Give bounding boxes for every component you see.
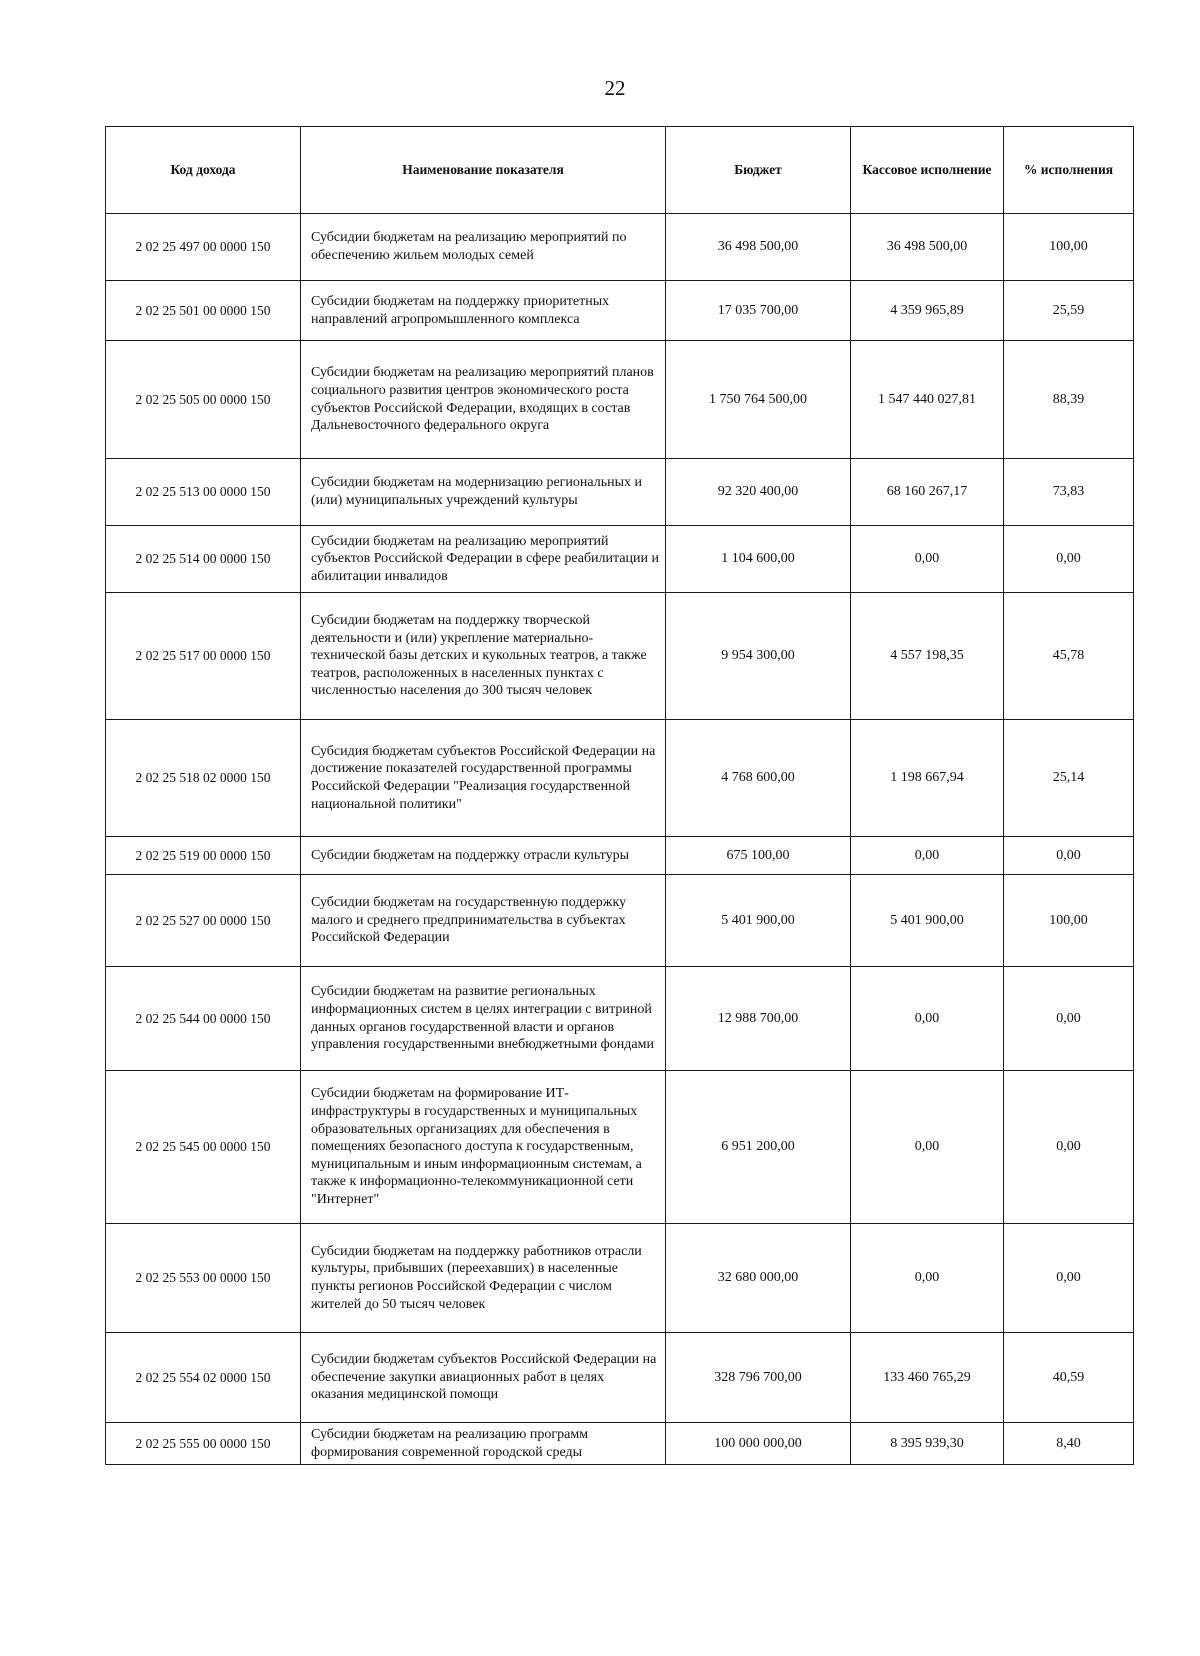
cell-percent: 100,00	[1004, 875, 1134, 967]
cell-code: 2 02 25 514 00 0000 150	[106, 526, 301, 593]
cell-percent: 88,39	[1004, 341, 1134, 459]
cell-code: 2 02 25 497 00 0000 150	[106, 214, 301, 281]
cell-execution: 68 160 267,17	[851, 459, 1004, 526]
table-row	[106, 1224, 1134, 1333]
page-number: 22	[604, 76, 626, 100]
cell-percent: 0,00	[1004, 1071, 1134, 1224]
revenue-table	[105, 126, 1134, 1465]
cell-percent: 45,78	[1004, 593, 1134, 720]
cell-budget: 328 796 700,00	[666, 1333, 851, 1423]
table-row	[106, 1423, 1134, 1465]
table-row	[106, 526, 1134, 593]
table-row	[106, 1333, 1134, 1423]
header-budget: Бюджет	[666, 127, 851, 214]
table-row	[106, 593, 1134, 720]
cell-execution: 36 498 500,00	[851, 214, 1004, 281]
cell-execution: 1 198 667,94	[851, 720, 1004, 837]
header-row	[106, 127, 1134, 214]
cell-name: Субсидии бюджетам на формирование ИТ-инфраструктуры в государственных и муниципальных образовательных организациях для обеспечения в помещениях безопасного доступа к государственным, муниципальным и иным информационным системам, а также к информационно-телекоммуникационной сети "Интернет"	[301, 1071, 666, 1224]
table-body	[106, 214, 1134, 1465]
cell-execution: 0,00	[851, 1071, 1004, 1224]
table-row	[106, 837, 1134, 875]
cell-budget: 1 750 764 500,00	[666, 341, 851, 459]
cell-name: Субсидии бюджетам на поддержку приоритетных направлений агропромышленного комплекса	[301, 281, 666, 341]
cell-name: Субсидии бюджетам на поддержку работников отрасли культуры, прибывших (переехавших) в населенные пункты регионов Российской Федерации с числом жителей до 50 тысяч человек	[301, 1224, 666, 1333]
cell-percent: 40,59	[1004, 1333, 1134, 1423]
cell-execution: 0,00	[851, 526, 1004, 593]
cell-code: 2 02 25 527 00 0000 150	[106, 875, 301, 967]
cell-percent: 100,00	[1004, 214, 1134, 281]
cell-code: 2 02 25 518 02 0000 150	[106, 720, 301, 837]
cell-percent: 0,00	[1004, 837, 1134, 875]
cell-name: Субсидии бюджетам на реализацию мероприятий по обеспечению жильем молодых семей	[301, 214, 666, 281]
table-row	[106, 459, 1134, 526]
table-row	[106, 341, 1134, 459]
cell-name: Субсидии бюджетам на развитие региональных информационных систем в целях интеграции с витриной данных органов государственной власти и органов управления государственными внебюджетными фондами	[301, 967, 666, 1071]
cell-execution: 0,00	[851, 837, 1004, 875]
cell-name: Субсидии бюджетам на реализацию мероприятий планов социального развития центров экономического роста субъектов Российской Федерации, входящих в состав Дальневосточного федерального округа	[301, 341, 666, 459]
cell-budget: 5 401 900,00	[666, 875, 851, 967]
cell-name: Субсидии бюджетам на поддержку отрасли культуры	[301, 837, 666, 875]
cell-code: 2 02 25 505 00 0000 150	[106, 341, 301, 459]
cell-percent: 0,00	[1004, 1224, 1134, 1333]
cell-percent: 25,59	[1004, 281, 1134, 341]
cell-budget: 32 680 000,00	[666, 1224, 851, 1333]
cell-budget: 675 100,00	[666, 837, 851, 875]
table-row	[106, 720, 1134, 837]
cell-execution: 8 395 939,30	[851, 1423, 1004, 1465]
cell-name: Субсидии бюджетам на реализацию программ формирования современной городской среды	[301, 1423, 666, 1465]
table-row	[106, 875, 1134, 967]
cell-execution: 5 401 900,00	[851, 875, 1004, 967]
cell-budget: 6 951 200,00	[666, 1071, 851, 1224]
cell-execution: 0,00	[851, 967, 1004, 1071]
cell-name: Субсидия бюджетам субъектов Российской Федерации на достижение показателей государственной программы Российской Федерации "Реализация государственной национальной политики"	[301, 720, 666, 837]
header-name: Наименование показателя	[301, 127, 666, 214]
cell-budget: 17 035 700,00	[666, 281, 851, 341]
table-row	[106, 281, 1134, 341]
cell-execution: 4 359 965,89	[851, 281, 1004, 341]
header-code: Код дохода	[106, 127, 301, 214]
cell-code: 2 02 25 555 00 0000 150	[106, 1423, 301, 1465]
cell-name: Субсидии бюджетам на поддержку творческой деятельности и (или) укрепление материально-технической базы детских и кукольных театров, а также театров, расположенных в населенных пунктах с численностью населения до 300 тысяч человек	[301, 593, 666, 720]
cell-budget: 4 768 600,00	[666, 720, 851, 837]
cell-name: Субсидии бюджетам на модернизацию региональных и (или) муниципальных учреждений культуры	[301, 459, 666, 526]
header-percent: % исполнения	[1004, 127, 1134, 214]
cell-name: Субсидии бюджетам на государственную поддержку малого и среднего предпринимательства в субъектах Российской Федерации	[301, 875, 666, 967]
cell-execution: 1 547 440 027,81	[851, 341, 1004, 459]
cell-percent: 0,00	[1004, 526, 1134, 593]
cell-budget: 12 988 700,00	[666, 967, 851, 1071]
cell-code: 2 02 25 554 02 0000 150	[106, 1333, 301, 1423]
cell-execution: 0,00	[851, 1224, 1004, 1333]
cell-percent: 25,14	[1004, 720, 1134, 837]
table-row	[106, 1071, 1134, 1224]
cell-name: Субсидии бюджетам на реализацию мероприятий субъектов Российской Федерации в сфере реабилитации и абилитации инвалидов	[301, 526, 666, 593]
table-row	[106, 214, 1134, 281]
header-execution: Кассовое исполнение	[851, 127, 1004, 214]
cell-percent: 8,40	[1004, 1423, 1134, 1465]
cell-budget: 92 320 400,00	[666, 459, 851, 526]
cell-percent: 0,00	[1004, 967, 1134, 1071]
cell-code: 2 02 25 501 00 0000 150	[106, 281, 301, 341]
cell-percent: 73,83	[1004, 459, 1134, 526]
cell-code: 2 02 25 513 00 0000 150	[106, 459, 301, 526]
cell-code: 2 02 25 519 00 0000 150	[106, 837, 301, 875]
cell-budget: 36 498 500,00	[666, 214, 851, 281]
cell-code: 2 02 25 517 00 0000 150	[106, 593, 301, 720]
cell-code: 2 02 25 553 00 0000 150	[106, 1224, 301, 1333]
cell-name: Субсидии бюджетам субъектов Российской Федерации на обеспечение закупки авиационных работ в целях оказания медицинской помощи	[301, 1333, 666, 1423]
cell-budget: 100 000 000,00	[666, 1423, 851, 1465]
cell-code: 2 02 25 545 00 0000 150	[106, 1071, 301, 1224]
cell-code: 2 02 25 544 00 0000 150	[106, 967, 301, 1071]
cell-budget: 1 104 600,00	[666, 526, 851, 593]
cell-budget: 9 954 300,00	[666, 593, 851, 720]
table-row	[106, 967, 1134, 1071]
cell-execution: 133 460 765,29	[851, 1333, 1004, 1423]
cell-execution: 4 557 198,35	[851, 593, 1004, 720]
